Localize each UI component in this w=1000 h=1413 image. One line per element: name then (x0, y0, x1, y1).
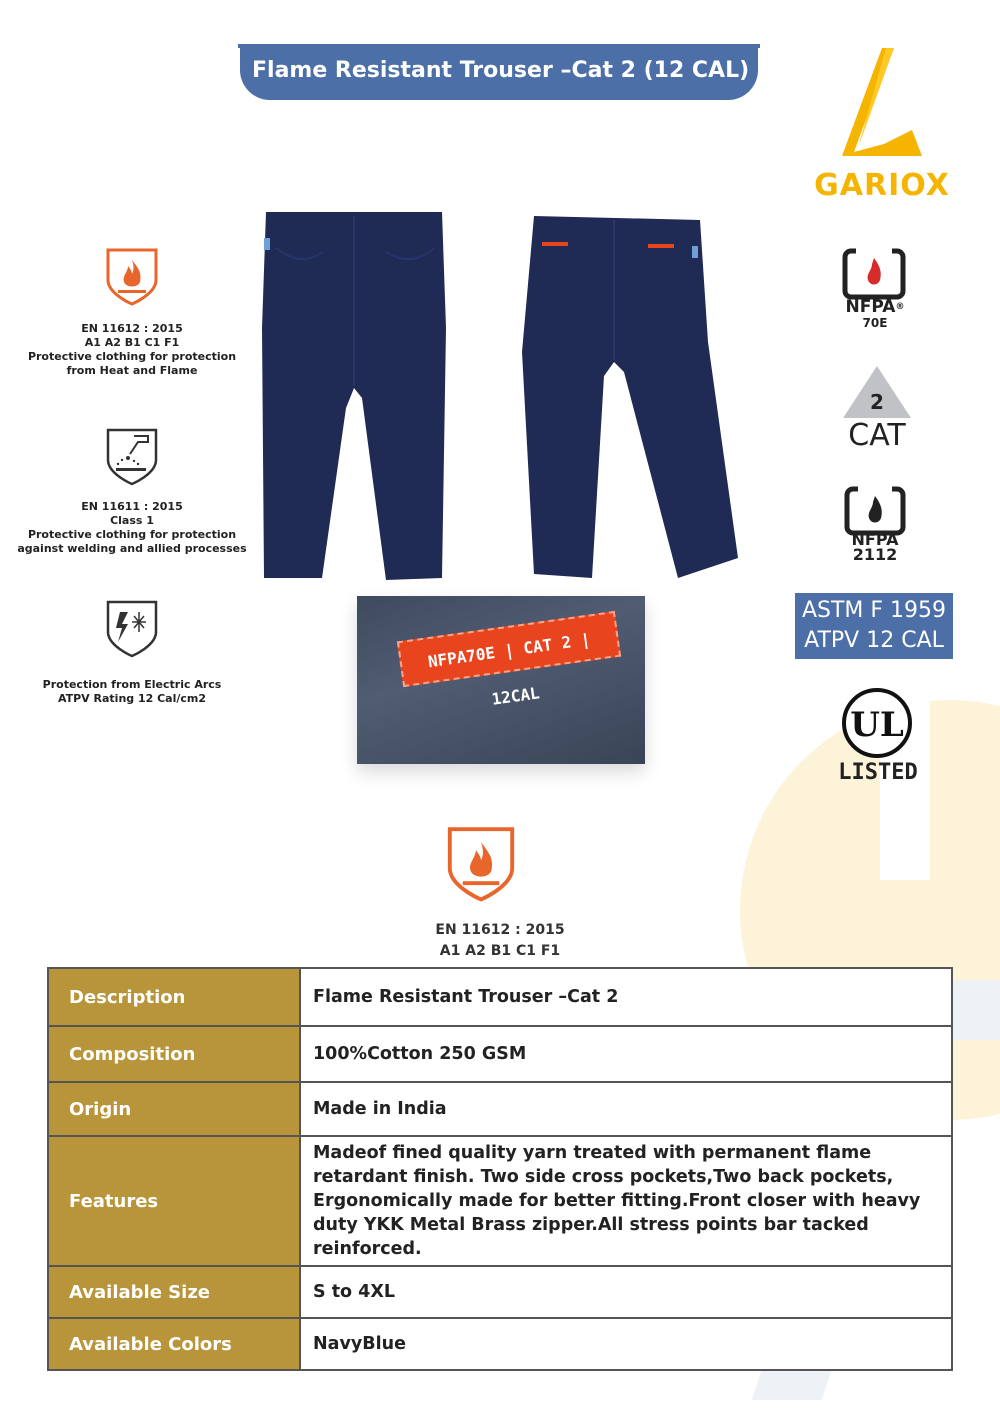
spec-key: Available Colors (48, 1318, 300, 1370)
flame-shield-icon (104, 246, 160, 306)
table-row (48, 968, 952, 1026)
spec-key: Origin (48, 1082, 300, 1136)
table-row (48, 1318, 952, 1370)
page-title: Flame Resistant Trouser –Cat 2 (12 CAL) (252, 58, 750, 83)
spec-value: Flame Resistant Trouser –Cat 2 (300, 968, 952, 1026)
spec-table (47, 967, 953, 1371)
ul-listed-label: LISTED (838, 760, 918, 785)
cert-line: A1 A2 B1 C1 F1 (439, 943, 561, 959)
ul-mark: UL (850, 705, 904, 745)
cat-number: 2 (870, 390, 884, 414)
nfpa-70e-badge (830, 298, 920, 330)
spec-value: Made in India (300, 1082, 952, 1136)
cat-label: CAT (848, 418, 906, 453)
table-row (48, 1026, 952, 1082)
cert-line: against welding and allied processes (17, 542, 247, 555)
ul-listed-icon (838, 688, 916, 758)
table-row (48, 1266, 952, 1318)
spec-value: Madeof fined quality yarn treated with permanent flame retardant finish. Two side cross pockets,Two back pockets, Ergonomically made for better fitting.Front closer with heavy duty YKK Metal Brass zipper.All stress points bar tacked reinforced. (300, 1136, 952, 1266)
center-cert-text (430, 920, 570, 962)
gariox-logo-icon (838, 48, 928, 158)
electric-arc-shield-icon (104, 598, 160, 658)
table-row (48, 1136, 952, 1266)
flame-shield-icon (444, 824, 518, 902)
cert-line: from Heat and Flame (66, 364, 198, 377)
spec-key: Available Size (48, 1266, 300, 1318)
astm-line2: ATPV 12 CAL (804, 628, 944, 653)
nfpa-70e-icon (842, 248, 906, 300)
spec-key: Description (48, 968, 300, 1026)
spec-key: Composition (48, 1026, 300, 1082)
trouser-back-image (516, 212, 742, 582)
nfpa-code: 2112 (852, 545, 898, 564)
nfpa-label-tag: NFPA70E | CAT 2 | 12CAL (397, 611, 621, 687)
cert-line: Protection from Electric Arcs (42, 678, 222, 691)
registered-mark: ® (895, 302, 905, 312)
cert-en11611 (12, 500, 252, 556)
cert-line: EN 11612 : 2015 (81, 322, 183, 335)
cert-line: A1 A2 B1 C1 F1 (84, 336, 180, 349)
nfpa-2112-icon (844, 486, 906, 536)
nfpa-2112-badge (830, 532, 920, 562)
cert-line: Class 1 (110, 514, 154, 527)
brand-name: GARIOX (814, 168, 950, 203)
cert-line: EN 11612 : 2015 (435, 922, 565, 938)
spec-key: Features (48, 1136, 300, 1266)
cert-line: ATPV Rating 12 Cal/cm2 (57, 692, 207, 705)
welding-shield-icon (104, 426, 160, 486)
trouser-front-image (262, 208, 448, 582)
nfpa-text: NFPA (851, 530, 899, 549)
nfpa-code: 70E (862, 316, 888, 330)
spec-value: NavyBlue (300, 1318, 952, 1370)
table-row (48, 1082, 952, 1136)
cert-line: Protective clothing for protection (27, 350, 237, 363)
spec-value: S to 4XL (300, 1266, 952, 1318)
cert-line: Protective clothing for protection (27, 528, 237, 541)
astm-line1: ASTM F 1959 (801, 598, 947, 623)
spec-value: 100%Cotton 250 GSM (300, 1026, 952, 1082)
cert-electric-arc (12, 678, 252, 706)
label-closeup-photo (357, 596, 645, 764)
nfpa-text: NFPA (845, 297, 896, 317)
astm-badge (795, 593, 953, 659)
cert-en11612 (12, 322, 252, 378)
cert-line: EN 11611 : 2015 (81, 500, 183, 513)
